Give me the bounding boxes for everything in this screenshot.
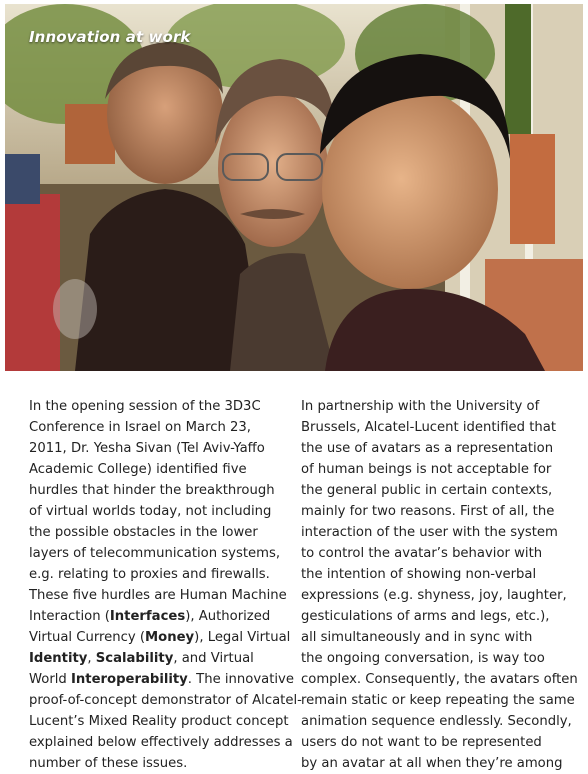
text-line: [29, 564, 279, 585]
text-line: [301, 501, 563, 522]
text-segment: the ongoing conversation, is way too: [301, 651, 545, 666]
text-segment: proof-of-concept demonstrator of Alcatel-: [29, 693, 302, 708]
text-line: [29, 690, 302, 711]
text-line: [301, 627, 563, 648]
text-line: [29, 648, 279, 669]
text-line: [29, 543, 279, 564]
text-line: [301, 585, 567, 606]
text-segment: users do not want to be represented: [301, 735, 542, 750]
text-segment: the general public in certain contexts,: [301, 483, 553, 498]
text-segment: In partnership with the University of: [301, 399, 540, 414]
text-segment: gesticulations of arms and legs, etc.),: [301, 609, 550, 624]
text-segment: expressions (e.g. shyness, joy, laughter,: [301, 588, 567, 603]
text-segment: Virtual Currency (: [29, 630, 146, 645]
text-line: [301, 459, 563, 480]
bold-term: Scalability: [95, 651, 174, 666]
bold-term: Identity: [29, 651, 88, 666]
photo-illustration: [5, 4, 583, 371]
text-segment: explained below effectively addresses a: [29, 735, 293, 750]
text-segment: , and Virtual: [173, 651, 254, 666]
text-segment: all simultaneously and in sync with: [301, 630, 533, 645]
text-line: [29, 417, 279, 438]
text-line: [29, 522, 279, 543]
text-line: [29, 459, 279, 480]
text-segment: Conference in Israel on March 23,: [29, 420, 251, 435]
text-segment: In the opening session of the 3D3C: [29, 399, 261, 414]
text-segment: 2011, Dr. Yesha Sivan (Tel Aviv-Yaffo: [29, 441, 265, 456]
text-line: [29, 585, 287, 606]
text-line: [301, 396, 563, 417]
text-segment: of virtual worlds today, not including: [29, 504, 272, 519]
text-segment: to control the avatar’s behavior with: [301, 546, 543, 561]
text-line: [301, 732, 563, 753]
text-segment: remain static or keep repeating the same: [301, 693, 575, 708]
text-segment: complex. Consequently, the avatars often: [301, 672, 578, 687]
text-line: [301, 606, 563, 627]
text-line: [301, 753, 563, 774]
text-line: [29, 396, 279, 417]
bold-term: Money: [145, 630, 195, 645]
text-line: [29, 627, 291, 648]
text-segment: the use of avatars as a representation: [301, 441, 554, 456]
text-segment: layers of telecommunication systems,: [29, 546, 281, 561]
text-line: [301, 564, 563, 585]
text-segment: . The innovative: [187, 672, 294, 687]
text-line: [301, 480, 563, 501]
text-line: [29, 438, 279, 459]
text-line: [29, 606, 279, 627]
text-line: [301, 669, 578, 690]
bold-term: Interfaces: [109, 609, 186, 624]
text-segment: World: [29, 672, 71, 687]
text-segment: hurdles that hinder the breakthrough: [29, 483, 275, 498]
header-photo: [5, 4, 583, 371]
text-segment: animation sequence endlessly. Secondly,: [301, 714, 572, 729]
text-line: [301, 438, 563, 459]
text-segment: ), Authorized: [185, 609, 271, 624]
text-segment: Lucent’s Mixed Reality product concept: [29, 714, 289, 729]
photo-caption: Innovation at work: [29, 28, 191, 46]
text-line: [29, 669, 294, 690]
text-segment: number of these issues.: [29, 756, 188, 771]
text-segment: These five hurdles are Human Machine: [29, 588, 287, 603]
bold-term: Interoperability: [70, 672, 188, 687]
text-line: [301, 690, 575, 711]
text-line: [29, 501, 279, 522]
text-segment: ), Legal Virtual: [194, 630, 291, 645]
text-line: [29, 753, 279, 774]
text-line: [29, 480, 279, 501]
text-line: [301, 417, 563, 438]
text-segment: by an avatar at all when they’re among: [301, 756, 563, 771]
text-segment: the possible obstacles in the lower: [29, 525, 258, 540]
text-segment: interaction of the user with the system: [301, 525, 558, 540]
text-segment: of human beings is not acceptable for: [301, 462, 552, 477]
text-segment: ,: [87, 651, 96, 666]
text-segment: the intention of showing non-verbal: [301, 567, 537, 582]
text-segment: Academic College) identified five: [29, 462, 247, 477]
text-line: [301, 522, 563, 543]
text-line: [301, 648, 563, 669]
text-line: [301, 711, 572, 732]
text-segment: mainly for two reasons. First of all, the: [301, 504, 555, 519]
text-line: [29, 711, 289, 732]
text-segment: Interaction (: [29, 609, 110, 624]
text-line: [301, 543, 563, 564]
text-segment: e.g. relating to proxies and firewalls.: [29, 567, 270, 582]
text-column-left: [29, 396, 302, 774]
text-segment: Brussels, Alcatel-Lucent identified that: [301, 420, 556, 435]
text-line: [29, 732, 293, 753]
text-column-right: [301, 396, 578, 774]
